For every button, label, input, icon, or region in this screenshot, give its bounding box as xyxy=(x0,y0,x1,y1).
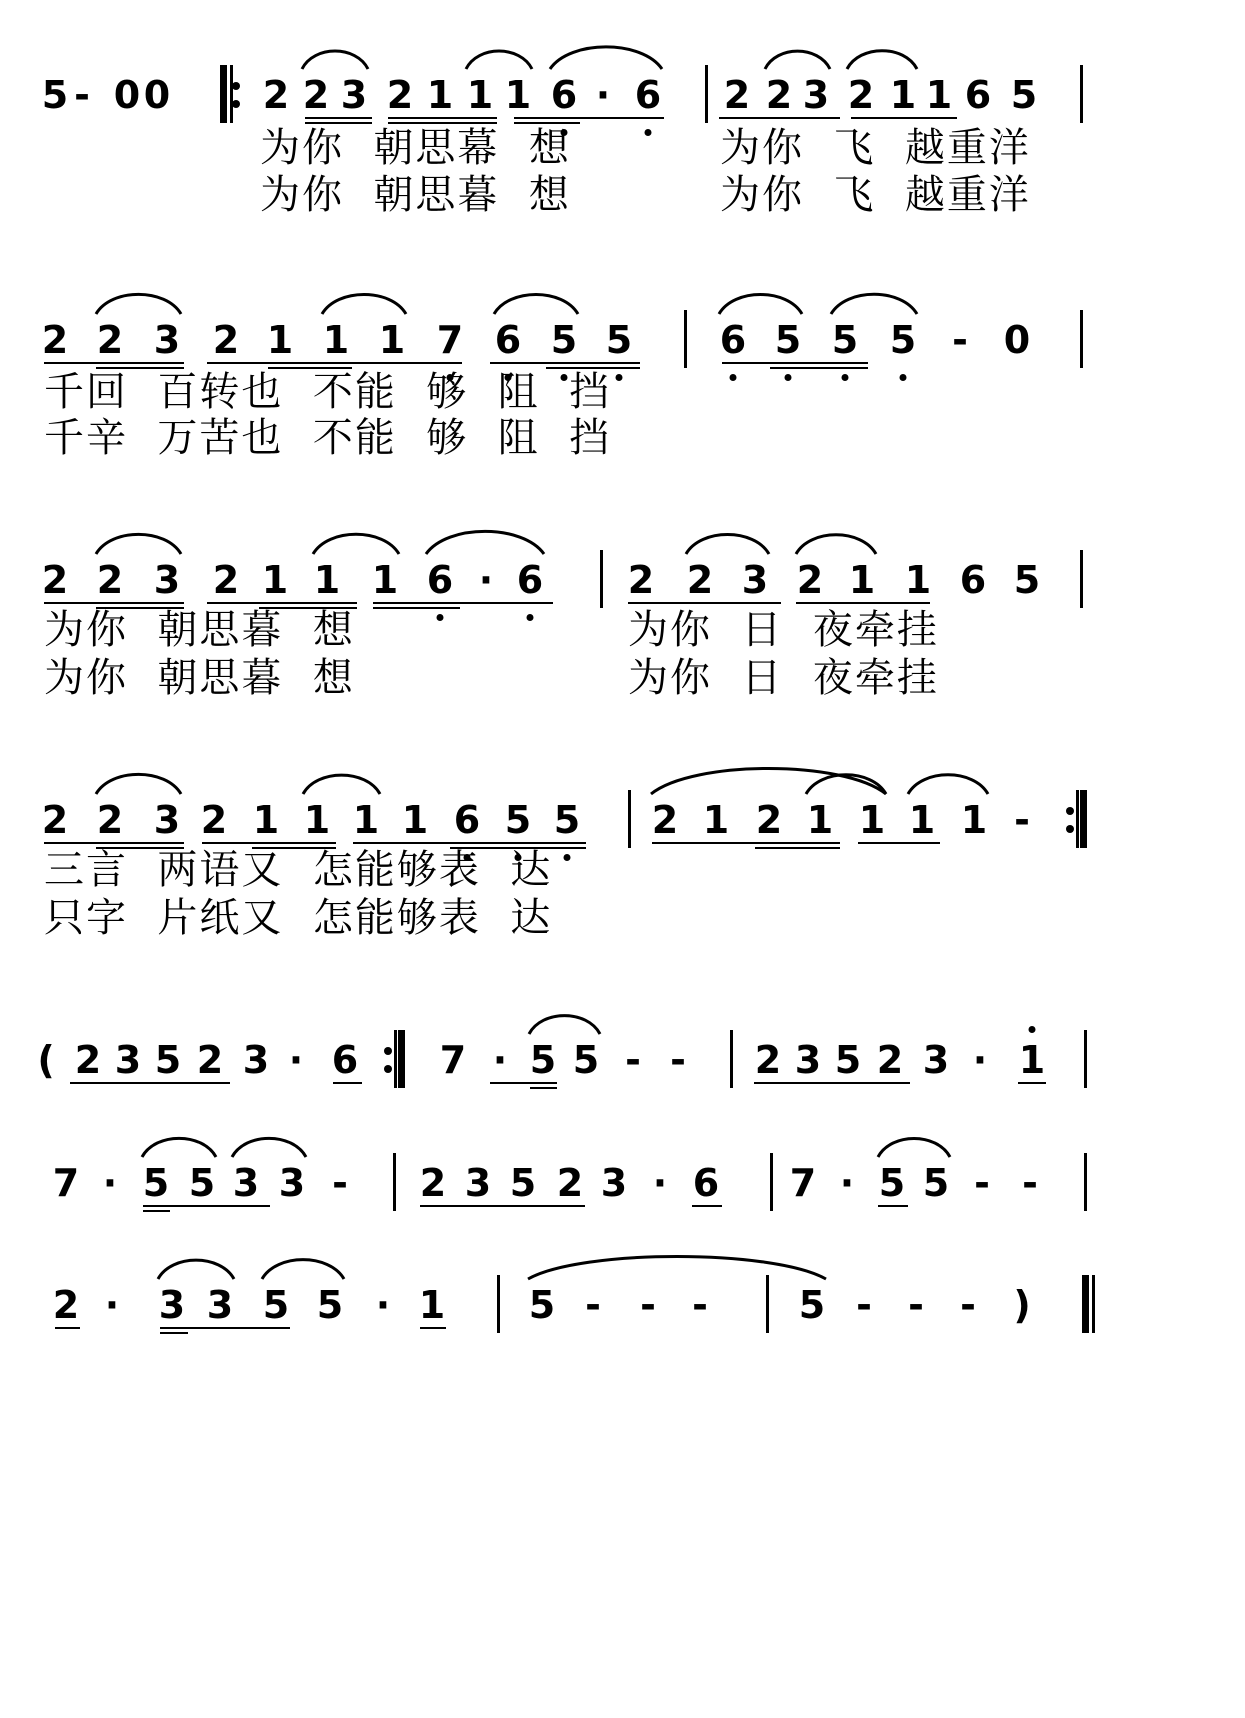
note: 2 xyxy=(96,558,124,602)
lower-octave-dot xyxy=(437,614,444,621)
note: 6 xyxy=(634,73,662,117)
note: 2 xyxy=(41,558,69,602)
note: 0 xyxy=(113,73,141,117)
dot-mark: · xyxy=(652,1161,668,1205)
sixteenth-underline xyxy=(530,1087,557,1089)
note: 6 xyxy=(331,1038,359,1082)
eighth-underline xyxy=(44,842,184,844)
dot-mark: · xyxy=(972,1038,988,1082)
barline xyxy=(705,65,708,123)
sixteenth-underline xyxy=(755,847,840,849)
sixteenth-underline xyxy=(160,1332,188,1334)
note: 5 xyxy=(553,798,581,842)
eighth-underline xyxy=(202,842,336,844)
lower-octave-dot xyxy=(645,129,652,136)
extension-dash: - xyxy=(856,1283,872,1327)
note: 2 xyxy=(876,1038,904,1082)
slur-arc xyxy=(262,1260,344,1279)
extension-dash: - xyxy=(952,318,968,362)
note: 5 xyxy=(878,1161,906,1205)
slur-arc xyxy=(494,294,578,314)
note: 6 xyxy=(692,1161,720,1205)
note: 7 xyxy=(439,1038,467,1082)
note: 3 xyxy=(340,73,368,117)
note: 3 xyxy=(158,1283,186,1327)
slur-arc xyxy=(96,774,181,794)
eighth-underline xyxy=(754,1082,910,1084)
barline xyxy=(730,1030,733,1088)
eighth-underline xyxy=(628,602,781,604)
note: 5 xyxy=(550,318,578,362)
lyric-line-1: 为你 朝思幕 想 xyxy=(260,125,571,171)
eighth-underline xyxy=(692,1205,722,1207)
slur-arc xyxy=(831,294,917,314)
note: 2 xyxy=(41,798,69,842)
note: 1 xyxy=(252,798,280,842)
eighth-underline xyxy=(55,1327,80,1329)
note: 3 xyxy=(464,1161,492,1205)
upper-octave-dot xyxy=(1029,1026,1036,1033)
repeat-barline xyxy=(220,65,227,123)
note: 1 xyxy=(702,798,730,842)
note: 2 xyxy=(755,798,783,842)
eighth-underline xyxy=(160,1327,290,1329)
note: 0 xyxy=(143,73,171,117)
slur-arc xyxy=(96,294,181,314)
repeat-dot xyxy=(1066,807,1074,815)
eighth-underline xyxy=(851,117,957,119)
dot-mark: · xyxy=(478,558,494,602)
lower-octave-dot xyxy=(785,374,792,381)
slur-arc xyxy=(96,534,181,554)
extension-dash: - xyxy=(625,1038,641,1082)
barline xyxy=(1092,1275,1095,1333)
lower-octave-dot xyxy=(842,374,849,381)
note: 1 xyxy=(303,798,331,842)
extension-dash: - xyxy=(974,1161,990,1205)
dot-mark: · xyxy=(839,1161,855,1205)
eighth-underline xyxy=(333,1082,362,1084)
eighth-underline xyxy=(388,117,497,119)
lyric-line-2: 为你 朝思暮 想 xyxy=(260,172,571,218)
note: 5 xyxy=(922,1161,950,1205)
slur-arc xyxy=(796,535,876,554)
eighth-underline xyxy=(207,602,357,604)
note: 7 xyxy=(789,1161,817,1205)
eighth-underline xyxy=(353,842,586,844)
note: 1 xyxy=(322,318,350,362)
note: 1 xyxy=(925,73,953,117)
barline xyxy=(1080,550,1083,608)
note: 3 xyxy=(153,798,181,842)
slur-arc xyxy=(528,1257,826,1280)
sixteenth-underline xyxy=(770,367,868,369)
note: 6 xyxy=(959,558,987,602)
note: 7 xyxy=(436,318,464,362)
note: 2 xyxy=(796,558,824,602)
eighth-underline xyxy=(373,602,553,604)
slur-arc xyxy=(322,294,406,314)
repeat-dot xyxy=(232,100,240,108)
note: 1 xyxy=(266,318,294,362)
note: 6 xyxy=(426,558,454,602)
extension-dash: - xyxy=(1014,798,1030,842)
repeat-barline xyxy=(398,1030,405,1088)
barline xyxy=(600,550,603,608)
note: 6 xyxy=(550,73,578,117)
note: 1 xyxy=(960,798,988,842)
extension-dash: - xyxy=(908,1283,924,1327)
dot-mark: · xyxy=(104,1283,120,1327)
repeat-barline xyxy=(1080,790,1087,848)
note: 5 xyxy=(834,1038,862,1082)
barline-thin xyxy=(230,65,233,123)
lower-octave-dot xyxy=(730,374,737,381)
note: 3 xyxy=(794,1038,822,1082)
barline xyxy=(497,1275,500,1333)
note: 1 xyxy=(504,73,532,117)
note: 3 xyxy=(278,1161,306,1205)
slur-arc xyxy=(466,51,532,69)
note: 1 xyxy=(352,798,380,842)
extension-dash: - xyxy=(960,1283,976,1327)
lyric-line-1: 为你 朝思暮 想 xyxy=(44,607,355,653)
note: 5 xyxy=(509,1161,537,1205)
note: 5 xyxy=(889,318,917,362)
note: 5 xyxy=(605,318,633,362)
barline xyxy=(1080,310,1083,368)
eighth-underline xyxy=(70,1082,230,1084)
note: 2 xyxy=(754,1038,782,1082)
note: 1 xyxy=(466,73,494,117)
dot-mark: · xyxy=(595,73,611,117)
note: 1 xyxy=(378,318,406,362)
slur-arc xyxy=(313,534,399,554)
note: 2 xyxy=(41,318,69,362)
note: 0 xyxy=(1003,318,1031,362)
note: 1 xyxy=(848,558,876,602)
eighth-underline xyxy=(858,842,940,844)
slur-arc xyxy=(686,535,769,554)
slur-arc xyxy=(719,295,802,314)
note: 2 xyxy=(627,558,655,602)
lyric-line-2: 只字 片纸又 怎能够表 达 xyxy=(44,895,553,941)
dot-mark: · xyxy=(102,1161,118,1205)
note: 3 xyxy=(242,1038,270,1082)
eighth-underline xyxy=(420,1327,446,1329)
note: 2 xyxy=(196,1038,224,1082)
note: 2 xyxy=(419,1161,447,1205)
slur-arc xyxy=(550,47,662,69)
note: 6 xyxy=(453,798,481,842)
repeat-dot xyxy=(1066,825,1074,833)
note: 3 xyxy=(600,1161,628,1205)
note: 5 xyxy=(798,1283,826,1327)
note: 2 xyxy=(96,318,124,362)
note: 5 xyxy=(504,798,532,842)
note: 3 xyxy=(802,73,830,117)
note: 3 xyxy=(206,1283,234,1327)
lyric-line-2: 为你 日 夜牵挂 xyxy=(628,655,939,701)
lower-octave-dot xyxy=(527,614,534,621)
note: 2 xyxy=(212,318,240,362)
lyric-line-2: 千辛 万苦也 不能 够 阻 挡 xyxy=(44,415,612,461)
barline xyxy=(684,310,687,368)
lyric-line-2: 为你 朝思暮 想 xyxy=(44,655,355,701)
note: 5 xyxy=(1013,558,1041,602)
repeat-dot xyxy=(384,1065,392,1073)
note: 2 xyxy=(262,73,290,117)
bracket: ) xyxy=(1013,1283,1031,1327)
slur-arc xyxy=(426,531,544,554)
note: 2 xyxy=(200,798,228,842)
note: 2 xyxy=(686,558,714,602)
note: 6 xyxy=(516,558,544,602)
note: 3 xyxy=(114,1038,142,1082)
slur-arc xyxy=(806,775,886,794)
eighth-underline xyxy=(490,1082,557,1084)
eighth-underline xyxy=(878,1205,908,1207)
barline-thin xyxy=(394,1030,397,1088)
note: 1 xyxy=(904,558,932,602)
lyric-line-1: 为你 飞 越重洋 xyxy=(720,125,1031,171)
dot-mark: · xyxy=(492,1038,508,1082)
sixteenth-underline xyxy=(305,122,372,124)
sixteenth-underline xyxy=(373,607,460,609)
barline xyxy=(1084,1153,1087,1211)
eighth-underline xyxy=(490,362,640,364)
note: 5 xyxy=(529,1038,557,1082)
extension-dash: - xyxy=(670,1038,686,1082)
note: 2 xyxy=(847,73,875,117)
note: 1 xyxy=(418,1283,446,1327)
eighth-underline xyxy=(305,117,372,119)
note: 1 xyxy=(806,798,834,842)
lyric-line-1: 为你 日 夜牵挂 xyxy=(628,607,939,653)
eighth-underline xyxy=(44,602,184,604)
bracket: ( xyxy=(37,1038,55,1082)
eighth-underline xyxy=(420,1205,585,1207)
repeat-dot xyxy=(384,1047,392,1055)
repeat-barline xyxy=(1082,1275,1089,1333)
note: 3 xyxy=(922,1038,950,1082)
note: 5 xyxy=(154,1038,182,1082)
extension-dash: - xyxy=(585,1283,601,1327)
slur-arc xyxy=(142,1138,216,1157)
note: 5 xyxy=(572,1038,600,1082)
note: 2 xyxy=(212,558,240,602)
note: 2 xyxy=(52,1283,80,1327)
note: 1 xyxy=(261,558,289,602)
lyric-line-1: 三言 两语又 怎能够表 达 xyxy=(44,847,553,893)
note: 6 xyxy=(964,73,992,117)
lyric-line-2: 为你 飞 越重洋 xyxy=(720,172,1031,218)
note: 1 xyxy=(908,798,936,842)
lower-octave-dot xyxy=(900,374,907,381)
note: 2 xyxy=(765,73,793,117)
note: 1 xyxy=(401,798,429,842)
eighth-underline xyxy=(796,602,930,604)
barline xyxy=(766,1275,769,1333)
note: 2 xyxy=(651,798,679,842)
note: 1 xyxy=(858,798,886,842)
barline xyxy=(1080,65,1083,123)
note: 5 xyxy=(188,1161,216,1205)
eighth-underline xyxy=(719,117,840,119)
note: 3 xyxy=(153,318,181,362)
note: 3 xyxy=(153,558,181,602)
sixteenth-underline xyxy=(143,1210,170,1212)
lyric-line-1: 千回 百转也 不能 够 阻 挡 xyxy=(44,369,612,415)
note: 5 xyxy=(1010,73,1038,117)
barline-thin xyxy=(1076,790,1079,848)
note: 5 xyxy=(262,1283,290,1327)
note: 3 xyxy=(232,1161,260,1205)
note: 2 xyxy=(96,798,124,842)
note: 2 xyxy=(74,1038,102,1082)
note: 3 xyxy=(741,558,769,602)
eighth-underline xyxy=(1018,1082,1046,1084)
note: 1 xyxy=(426,73,454,117)
slur-arc xyxy=(651,769,886,795)
note: 6 xyxy=(719,318,747,362)
note: 1 xyxy=(371,558,399,602)
note: 5 xyxy=(316,1283,344,1327)
note: 5 xyxy=(528,1283,556,1327)
eighth-underline xyxy=(207,362,462,364)
eighth-underline xyxy=(143,1205,270,1207)
extension-dash: - xyxy=(640,1283,656,1327)
extension-dash: - xyxy=(332,1161,348,1205)
barline xyxy=(628,790,631,848)
barline xyxy=(770,1153,773,1211)
note: 1 xyxy=(1018,1038,1046,1082)
barline xyxy=(393,1153,396,1211)
slur-arc xyxy=(908,775,988,794)
note: 2 xyxy=(302,73,330,117)
sixteenth-underline xyxy=(514,122,580,124)
slur-arc xyxy=(847,51,917,69)
extension-dash: - xyxy=(74,73,90,117)
dot-mark: · xyxy=(288,1038,304,1082)
extension-dash: - xyxy=(692,1283,708,1327)
slur-arc xyxy=(232,1138,306,1157)
note: 5 xyxy=(774,318,802,362)
lower-octave-dot xyxy=(616,374,623,381)
note: 1 xyxy=(313,558,341,602)
slur-arc xyxy=(158,1260,234,1279)
sixteenth-underline xyxy=(388,122,497,124)
slur-arc xyxy=(878,1139,950,1157)
eighth-underline xyxy=(722,362,868,364)
barline xyxy=(1084,1030,1087,1088)
note: 6 xyxy=(494,318,522,362)
note: 2 xyxy=(556,1161,584,1205)
note: 7 xyxy=(52,1161,80,1205)
note: 2 xyxy=(386,73,414,117)
slur-arc xyxy=(302,51,368,69)
extension-dash: - xyxy=(1022,1161,1038,1205)
eighth-underline xyxy=(514,117,664,119)
dot-mark: · xyxy=(375,1283,391,1327)
note: 5 xyxy=(831,318,859,362)
slur-arc xyxy=(529,1016,600,1034)
slur-arc xyxy=(303,775,380,794)
eighth-underline xyxy=(44,362,184,364)
lower-octave-dot xyxy=(564,854,571,861)
note: 2 xyxy=(723,73,751,117)
eighth-underline xyxy=(652,842,840,844)
note: 1 xyxy=(889,73,917,117)
note: 5 xyxy=(41,73,69,117)
note: 5 xyxy=(142,1161,170,1205)
repeat-dot xyxy=(232,82,240,90)
slur-arc xyxy=(765,51,830,69)
